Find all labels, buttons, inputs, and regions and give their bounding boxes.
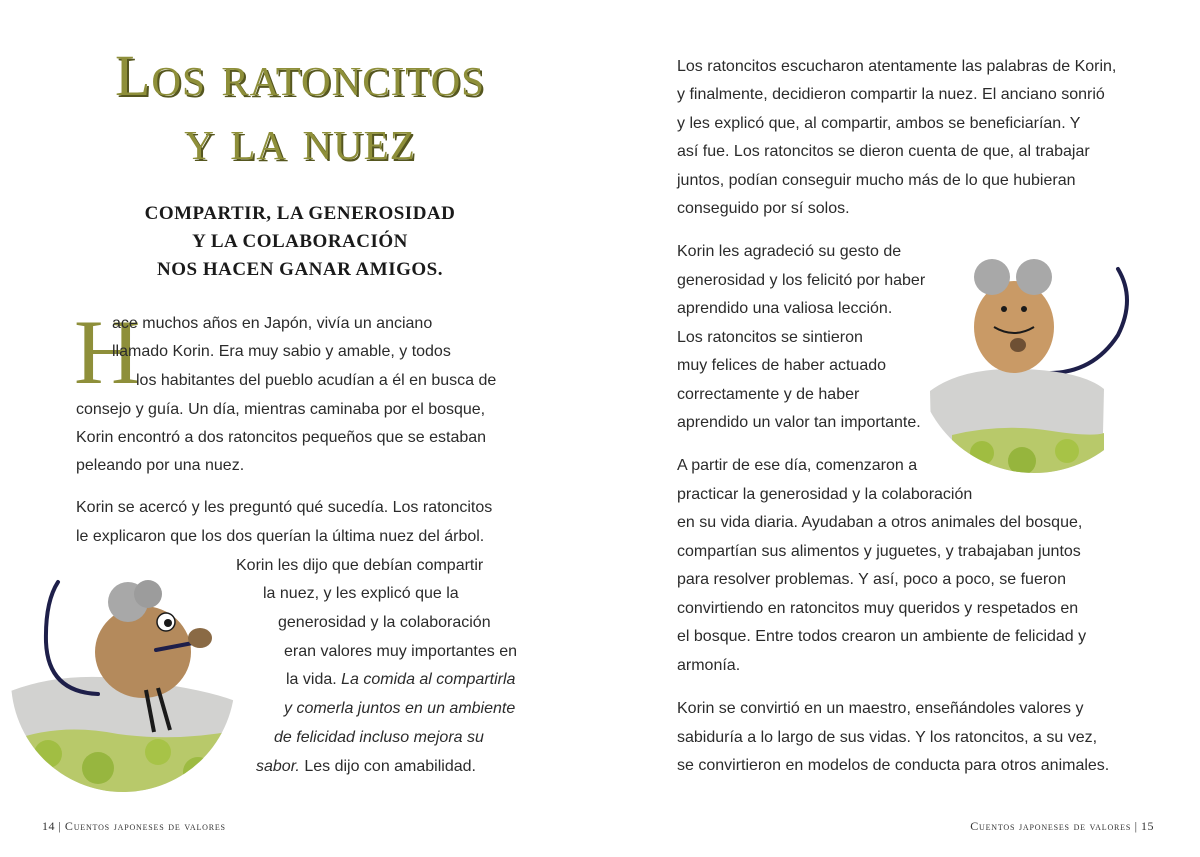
left-p2-line10-italic: sabor. — [256, 758, 300, 775]
right-p2-line: aprendido una valiosa lección. — [677, 300, 893, 317]
right-footer-separator: | — [1134, 819, 1138, 833]
left-p2-line: generosidad y la colaboración — [278, 614, 491, 631]
left-p2-line — [286, 670, 515, 690]
right-p3-line: compartían sus alimentos y juguetes, y trabajaban juntos — [677, 543, 1081, 560]
left-p1-line: los habitantes del pueblo acudían a él en busca de — [136, 372, 497, 389]
right-p3-line: convirtiendo en ratoncitos muy queridos y respetados en — [677, 600, 1079, 617]
left-p1-line: ace muchos años en Japón, vivía un anciano — [112, 315, 433, 332]
left-p1-line: llamado Korin. Era muy sabio y amable, y todos — [112, 343, 451, 360]
right-p1-line: Los ratoncitos escucharon atentamente las palabras de Korin, — [677, 58, 1117, 75]
subtitle-line-3: NOS HACEN GANAR AMIGOS. — [157, 259, 443, 280]
left-p1-line: peleando por una nuez. — [76, 457, 245, 474]
story-subtitle — [95, 200, 505, 284]
right-p2-line: correctamente y de haber — [677, 386, 860, 403]
right-p1-line: y les explicó que, al compartir, ambos se beneficiarían. Y — [677, 115, 1081, 132]
left-p2-line — [284, 699, 515, 719]
left-p2-line9-italic: de felicidad incluso mejora su — [274, 729, 484, 746]
right-p4-line: Korin se convirtió en un maestro, enseñándoles valores y — [677, 700, 1084, 717]
left-p2-line: eran valores muy importantes en — [284, 643, 517, 660]
story-title — [50, 44, 550, 172]
left-footer-separator: | — [58, 819, 62, 833]
left-p2-line — [256, 757, 476, 777]
title-line-2: y la nuez — [184, 107, 416, 172]
left-p1-line: consejo y guía. Un día, mientras caminaba por el bosque, — [76, 401, 486, 418]
left-p2-line: Korin se acercó y les preguntó qué sucedía. Los ratoncitos — [76, 499, 493, 516]
title-line-1: Los ratoncitos — [115, 43, 485, 108]
left-p2-line: la nuez, y les explicó que la — [263, 585, 459, 602]
left-p2-line7-italic: La comida al compartirla — [341, 671, 516, 688]
right-p4-line: sabiduría a lo largo de sus vidas. Y los ratoncitos, a su vez, — [677, 729, 1098, 746]
left-page-number: 14 — [42, 819, 55, 833]
left-p2-line10-text: Les dijo con amabilidad. — [299, 758, 476, 775]
subtitle-line-1: COMPARTIR, LA GENEROSIDAD — [144, 203, 456, 224]
right-p2-line: generosidad y los felicitó por haber — [677, 272, 926, 289]
right-p1-line: y finalmente, decidieron compartir la nuez. El anciano sonrió — [677, 86, 1105, 103]
right-footer — [970, 819, 1154, 834]
right-p2-line: Los ratoncitos se sintieron — [677, 329, 863, 346]
right-p2-line: Korin les agradeció su gesto de — [677, 243, 902, 260]
right-p3-line: armonía. — [677, 657, 741, 674]
right-p2-line: aprendido un valor tan importante. — [677, 414, 921, 431]
left-footer — [42, 819, 226, 834]
right-p3-line: el bosque. Entre todos crearon un ambiente de felicidad y — [677, 628, 1087, 645]
right-p1-line: así fue. Los ratoncitos se dieron cuenta de que, al trabajar — [677, 143, 1090, 160]
right-footer-book-title: Cuentos japoneses de valores — [970, 819, 1132, 833]
left-p1-line: Korin encontró a dos ratoncitos pequeños que se estaban — [76, 429, 487, 446]
right-page-number: 15 — [1141, 819, 1154, 833]
mouse-standing-illustration — [922, 255, 1146, 477]
right-p3-line: para resolver problemas. Y así, poco a poco, se fueron — [677, 571, 1066, 588]
left-p2-line: Korin les dijo que debían compartir — [236, 557, 484, 574]
left-footer-book-title: Cuentos japoneses de valores — [64, 819, 226, 833]
right-p1-line: juntos, podían conseguir mucho más de lo que hubieran — [677, 172, 1076, 189]
right-p3-line: en su vida diaria. Ayudaban a otros animales del bosque, — [677, 514, 1083, 531]
subtitle-line-2: Y LA COLABORACIÓN — [192, 231, 408, 252]
right-p3-line: practicar la generosidad y la colaboración — [677, 486, 973, 503]
mouse-on-rock-illustration — [8, 572, 238, 794]
left-p2-line7-text: la vida. — [286, 671, 342, 688]
left-p2-line8-italic: y comerla juntos en un ambiente — [284, 700, 516, 717]
right-p4-line: se convirtieron en modelos de conducta para otros animales. — [677, 757, 1110, 774]
left-p2-line: le explicaron que los dos querían la última nuez del árbol. — [76, 528, 485, 545]
right-p1-line: conseguido por sí solos. — [677, 200, 850, 217]
right-p2-line: muy felices de haber actuado — [677, 357, 887, 374]
drop-cap: H — [74, 301, 141, 403]
right-p3-line: A partir de ese día, comenzaron a — [677, 457, 918, 474]
left-p2-line — [274, 728, 484, 748]
